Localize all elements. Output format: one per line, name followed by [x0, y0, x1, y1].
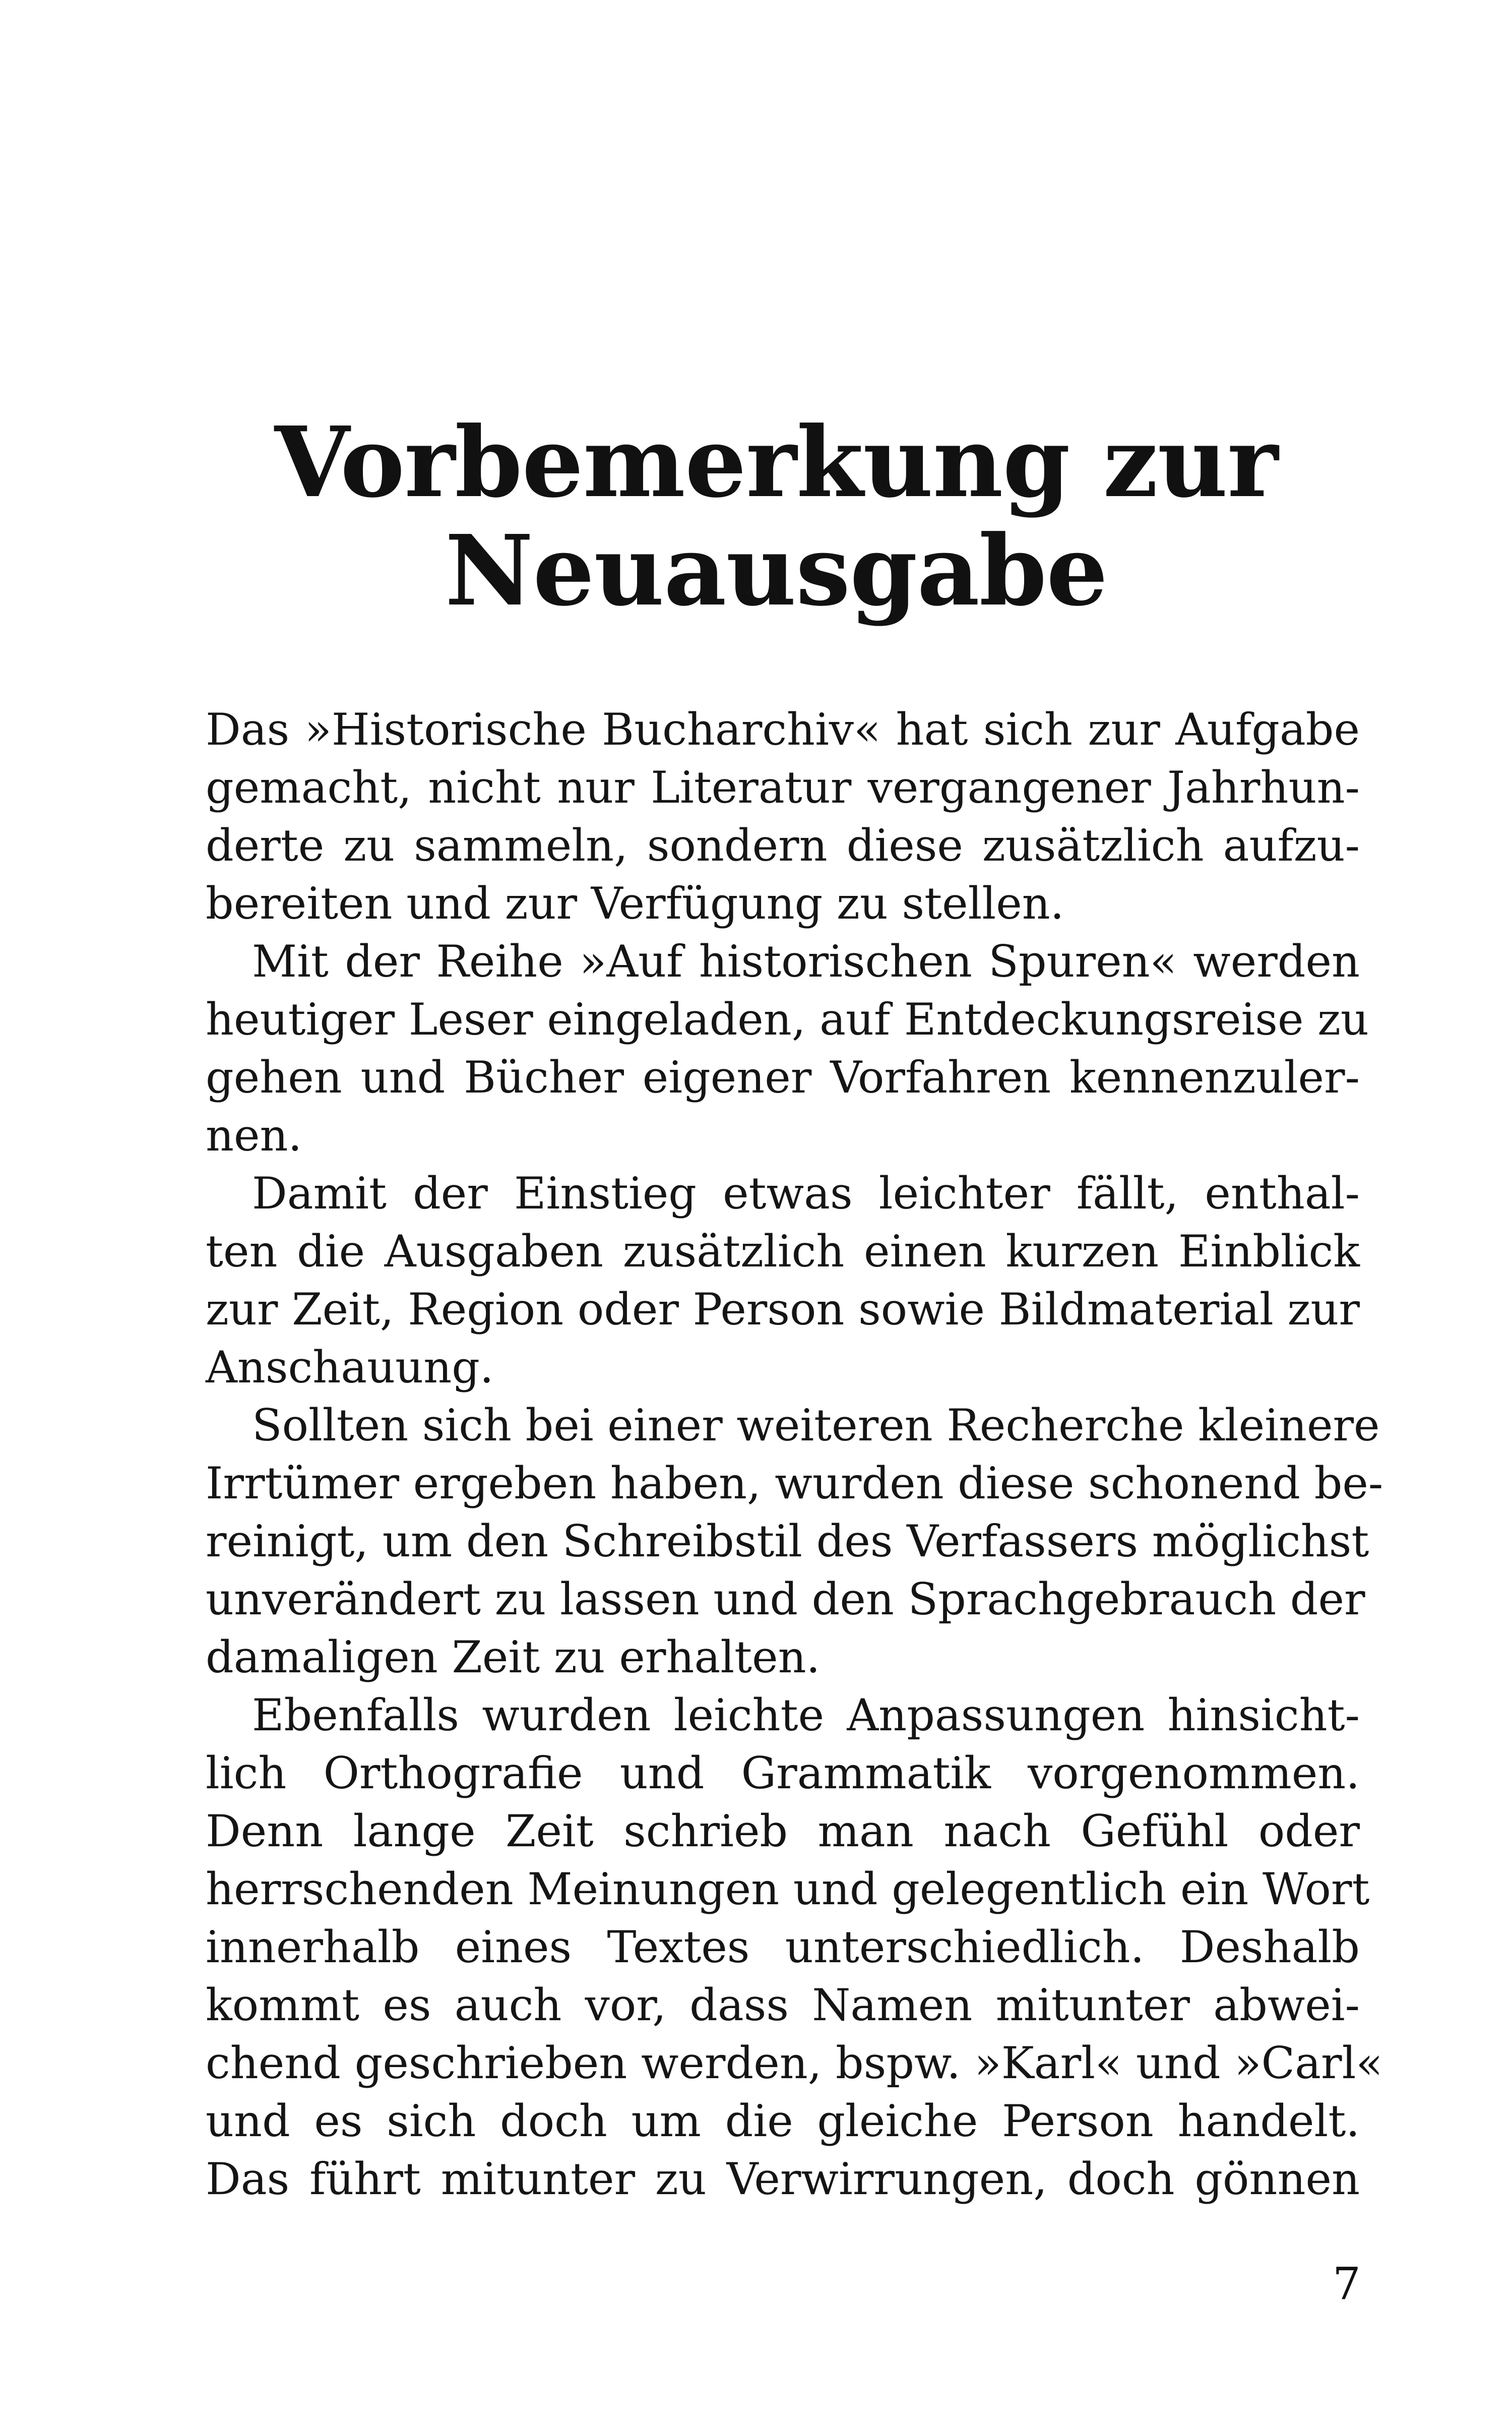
text-line: und es sich doch um die gleiche Person handelt. [206, 2095, 1360, 2147]
text-line: unverändert zu lassen und den Sprachgebrauch der [206, 1574, 1365, 1625]
chapter-title-line-2: Neuausgabe [445, 514, 1108, 628]
text-line: heutiger Leser eingeladen, auf Entdeckungsreise zu [206, 994, 1369, 1045]
paragraph-5 [206, 1686, 1383, 2208]
text-line: Irrtümer ergeben haben, wurden diese schonend be- [206, 1458, 1383, 1509]
text-line: Mit der Reihe »Auf historischen Spuren« werden [252, 936, 1360, 987]
paragraph-2 [206, 933, 1369, 1165]
chapter-title-line-1: Vorbemerkung zur [274, 406, 1278, 519]
text-line: Anschauung. [206, 1342, 494, 1393]
text-line: gehen und Bücher eigener Vorfahren kennenzuler- [206, 1052, 1360, 1103]
text-line: kommt es auch vor, dass Namen mitunter abwei- [206, 1979, 1360, 2031]
text-line: ten die Ausgaben zusätzlich einen kurzen Einblick [206, 1226, 1360, 1277]
paragraph-3 [206, 1165, 1360, 1397]
text-line: Damit der Einstieg etwas leichter fällt, enthal- [252, 1168, 1360, 1219]
text-line: Sollten sich bei einer weiteren Recherche kleinere [252, 1400, 1380, 1451]
chapter-title [197, 406, 1356, 628]
text-line: reinigt, um den Schreibstil des Verfassers möglichst [206, 1516, 1369, 1567]
text-line: lich Orthografie und Grammatik vorgenommen. [206, 1747, 1360, 1799]
page-number: 7 [1333, 2258, 1361, 2310]
paragraph-1 [206, 701, 1360, 933]
text-line: Ebenfalls wurden leichte Anpassungen hinsicht- [252, 1689, 1360, 1741]
text-line: innerhalb eines Textes unterschiedlich. Deshalb [206, 1921, 1360, 1973]
text-line: herrschenden Meinungen und gelegentlich ein Wort [206, 1863, 1370, 1915]
body-text [206, 701, 1383, 2208]
text-line: derte zu sammeln, sondern diese zusätzlich aufzu- [206, 820, 1360, 871]
text-line: gemacht, nicht nur Literatur vergangener Jahrhun- [206, 762, 1360, 813]
paragraph-4 [206, 1397, 1383, 1686]
text-line: bereiten und zur Verfügung zu stellen. [206, 878, 1064, 929]
text-line: zur Zeit, Region oder Person sowie Bildmaterial zur [206, 1284, 1360, 1335]
text-line: Das führt mitunter zu Verwirrungen, doch gönnen [206, 2153, 1360, 2205]
text-line: nen. [206, 1110, 302, 1161]
text-line: chend geschrieben werden, bspw. »Karl« und »Carl« [206, 2037, 1383, 2089]
text-line: damaligen Zeit zu erhalten. [206, 1631, 821, 1683]
text-line: Das »Historische Bucharchiv« hat sich zur Aufgabe [206, 704, 1360, 755]
text-line: Denn lange Zeit schrieb man nach Gefühl oder [206, 1805, 1360, 1857]
